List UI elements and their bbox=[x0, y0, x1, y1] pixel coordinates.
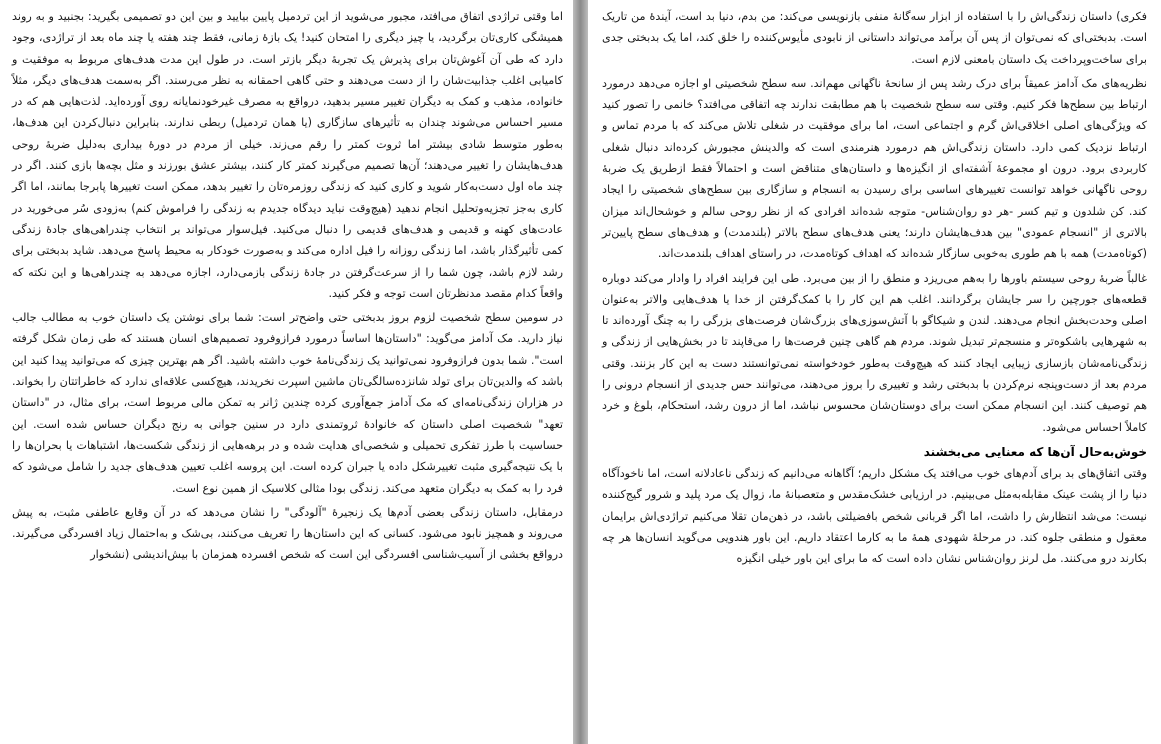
left-page bbox=[0, 0, 573, 744]
left-paragraph-3: درمقابل، داستان زندگی بعضی آدم‌ها یک زنجیرهٔ "آلودگی" را نشان می‌دهد که در آن وقایع عاطفی مثبت، به پیش می‌روند و همچیز نابود می‌شود. کسانی که این داستان‌ها را تعریف می‌کنند، بی‌شک و به‌احتمال زیاد افسردگی می‌گیرند. درواقع بخشی از آسیب‌شناسی افسردگی این است که شخص افسرده همزمان با بیش‌اندیشی (نشخوار bbox=[12, 505, 563, 562]
right-paragraph-4: وقتی اتفاق‌های بد برای آدم‌های خوب می‌افتد یک مشکل داریم؛ آگاهانه می‌دانیم که زندگی ناعادلانه است، اما ناخودآگاه دنیا را از پشت عینک مقابله‌به‌مثل می‌بینیم. در ارزیابی خشک‌مقدس و متعصبانهٔ ما، زوال یک مرد پلید و شرور گیج‌کننده نیست: می‌شد انتظارش را داشت، اما اگر قربانی شخص بافضیلتی باشد، در ذهن‌مان تقلا می‌کنیم تراژدی‌اش برایمان معقول و منطقی جلوه کند. در مرحلهٔ شهودی همهٔ ما به کارما اعتقاد داریم. این باور هندویی می‌گوید انسان‌ها هر چه بکارند درو می‌کنند. مل لرنز روان‌شناس نشان داده است که ما برای این باور خیلی انگیزه bbox=[602, 466, 1147, 566]
section-heading: خوش‌به‌حال آن‌ها که معنایی می‌بخشند bbox=[923, 444, 1147, 459]
right-paragraph-2: نظریه‌های مک آدامز عمیقاً برای درک رشد پس از سانحهٔ ناگهانی مهم‌اند. سه سطح شخصیتی او اجازه می‌دهد درمورد ارتباط بین سطح‌ها فکر کنیم. وقتی سه سطح شخصیت با هم مطابقت ندارند چه اتفاقی می‌افتد؟ خانمی را تصور کنید که ویژگی‌های اصلی اخلاقی‌اش گرم و اجتماعی است، اما برای موفقیت در شغلی تلاش می‌کند که با مردم تماس و ارتباط نزدیک کمی دارد. داستان زندگی‌اش هم درمورد هنرمندی است که والدینش مجبورش کرده‌اند دنبال شغلی کاربردی برود. درون او مجموعهٔ آشفته‌ای از انگیزه‌ها و داستان‌های متناقض است و احتمالاً فقط ازطریق یک ضربهٔ روحی ناگهانی خواهد توانست تغییرهای اساسی برای رسیدن به انسجام و سازگاری بین سطح‌های شخصیتی را ایجاد کند. کن شلدون و تیم کسر -هر دو روان‌شناس- متوجه شده‌اند افرادی که از نظر روحی سالم و خوشحال‌اند میزان بالاتری از "انسجام عمودی" بین هدف‌هایشان دارند؛ یعنی هدف‌های سطح بالاتر (بلندمدت) و هدف‌های سطح پایین‌تر (کوتاه‌مدت) همه با هم طوری به‌خوبی سازگار شده‌اند که اهداف کوتاه‌مدت، در راستای اهداف بلندمدت‌اند. bbox=[602, 76, 1147, 261]
left-paragraph-1: اما وقتی تراژدی اتفاق می‌افتد، مجبور می‌شوید از این تردمیل پایین بیایید و بین این دو تصمیمی بگیرید: بجنبید و به روند همیشگی کاری‌تان برگردید، یا چیز دیگری را امتحان کنید! یک بازهٔ زمانی، فقط چند هفته یا چند ماه بعد از تراژدی، وجود دارد که طی آن آغوش‌تان برای پذیرش یک تجربهٔ دیگر بازتر است. در طول این مدت هدف‌های مربوط به موفقیت و کامیابی اغلب جذابیت‌شان را از دست می‌دهند و حتی گاهی احمقانه به نظر می‌رسند. اگر به‌سمت هدف‌های دیگر، مثلاً خانواده، مذهب و کمک به دیگران تغییر مسیر بدهید، درواقع به مصرف غیرخودنمایانه روی آورده‌اید. لذت‌هایی هم که در مسیر احساس می‌شوند چندان به تأثیرهای سازگاری (یا همان تردمیل) ربطی ندارند. بنابراین دنبال‌کردن این هدف‌ها، به‌طور متوسط شادی بیشتر اما ثروت کمتر را رقم می‌زند. خیلی از مردم در دورهٔ بیداری به‌دلیل ضربهٔ روحی هدف‌هایشان را تغییر می‌دهند؛ آن‌ها تصمیم می‌گیرند کمتر کار کنند، بیشتر عشق بورزند و مثل بچه‌ها بازی کنند. اگر در چند ماه اول دست‌به‌کار شوید و کاری کنید که زندگی روزمره‌تان را تغییر بدهد، ممکن است تغییرها پابرجا بمانند، اما اگر کاری به‌جز تجزیه‌وتحلیل انجام ندهید (هیچ‌وقت نباید دیدگاه جدیدم به زندگی را فراموش کنم) به‌زودی سُر می‌خورید در عادت‌های کهنه و قدیمی و هدف‌های قدیمی را دنبال می‌کنید. فیل‌سوار می‌تواند بر انتخاب چندراهی‌های جادهٔ زندگی کمی تأثیرگذار باشد، اما زندگی روزانه را فیل اداره می‌کند و به‌صورت خودکار به محیط پاسخ می‌دهد. شاید بدبختی برای رشد لازم باشد، چون شما را از سرعت‌گرفتن در جادهٔ زندگی بازمی‌دارد، اجازه می‌دهد به چندراهی‌ها و این نکته که واقعاً کدام مقصد مدنظرتان است توجه و فکر کنید. bbox=[12, 10, 563, 300]
left-paragraph-2: در سومین سطح شخصیت لزوم بروز بدبختی حتی واضح‌تر است: شما برای نوشتن یک داستان خوب به مطالب جالب نیاز دارید. مک آدامز می‌گوید: "داستان‌ها اساساً درمورد فرازوفرود تصمیم‌های انسان هستند که طی زمان شکل گرفته است". شما بدون فرازوفرود نمی‌توانید یک زندگی‌نامهٔ خوب داشته باشید. اگر هم بهترین چیزی که می‌توانید پیدا کنید این باشد که والدین‌تان برای تولد شانزده‌سالگی‌تان ماشین اسپرت نخریدند، هیچ‌کسی علاقه‌ای ندارد که خاطراتتان را بخواند. در هزاران زندگی‌نامه‌ای که مک آدامز جمع‌آوری کرده چندین ژانر به تمکن مالی مربوط است، برای مثال، در "داستان تعهد" شخصیت اصلی داستان که خانوادهٔ ثروتمندی دارد در سنین جوانی به رنج دیگران حساس شده است. این حساسیت با طرز تفکری تحمیلی و شخصی‌ای هدایت شده و در برهه‌هایی از زندگی شکست‌ها، اشتباهات یا بحران‌ها را با یک نتیجه‌گیری مثبت تغییرشکل داده یا جبران کرده است. این پروسه اغلب تعیین هدف‌های جدید را شامل می‌شود که فرد را به کمک به دیگران متعهد می‌کند. زندگی بودا مثالی کلاسیک از همین نوع است. bbox=[12, 311, 563, 495]
right-page bbox=[588, 0, 1161, 744]
right-paragraph-3: غالباً ضربهٔ روحی سیستم باورها را به‌هم می‌ریزد و منطق را از بین می‌برد. طی این فرایند افراد را وادار می‌کند دوباره قطعه‌های جورچین را سر جایشان برگردانند. اغلب هم این کار را با کمک‌گرفتن از خدا یا هدف‌هایی والاتر به‌عنوان اصلی وحدت‌بخش انجام می‌دهند. لندن و شیکاگو با آتش‌سوزی‌های بزرگ‌شان فرصت‌های بزرگی را به چنگ آورده‌اند تا به شهرهایی باشکوه‌تر و منسجم‌تر تبدیل شوند. مردم هم گاهی چنین فرصت‌ها را می‌قاپند تا در بخش‌هایی از زندگی و زندگی‌نامه‌شان بازسازی زیبایی ایجاد کنند که هیچ‌وقت به‌طور خودخواسته نمی‌توانستند دست به این کار بزنند. وقتی مردم بعد از دست‌وپنجه نرم‌کردن با بدبختی رشد و تغییری را بروز می‌دهند، می‌توانند حس جدیدی از انسجام درونی را هم توصیف کنند. این انسجام ممکن است برای دوستان‌شان محسوس نباشد، اما از درون رشد، استحکام، بلوغ و خرد کاملاً احساس می‌شود. bbox=[602, 271, 1147, 434]
right-paragraph-1: فکری) داستان زندگی‌اش را با استفاده از ابزار سه‌گانهٔ منفی بازنویسی می‌کند: من بدم، دنیا بد است، آیندهٔ من تاریک است. بدبختی‌ای که نمی‌توان از پس آن برآمد می‌تواند داستانی از نابودی مأیوس‌کننده را خلق کند، اما یک بدبختی جدی برای ساخت‌وپرداخت یک داستان بامعنی لازم است. bbox=[602, 10, 1147, 66]
book-gutter bbox=[573, 0, 588, 744]
